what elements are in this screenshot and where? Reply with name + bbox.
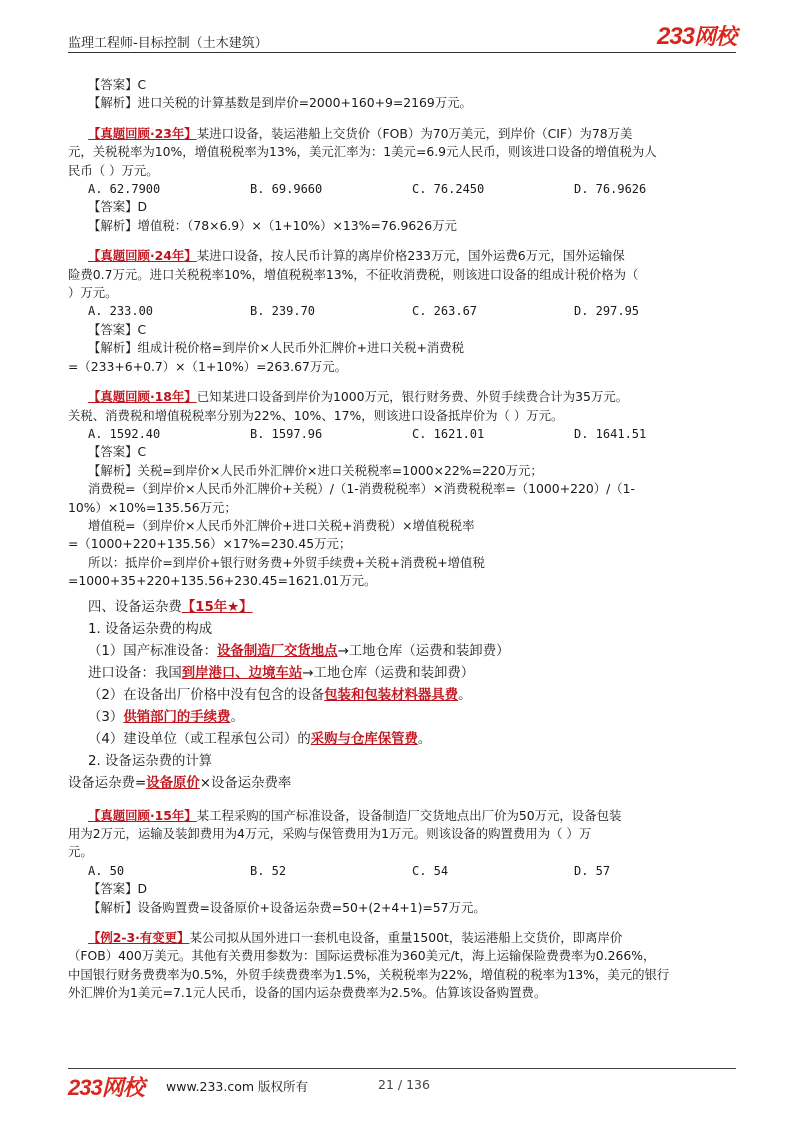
analysis-line: 增值税=（到岸价×人民币外汇牌价+进口关税+消费税）×增值税税率 [88, 517, 475, 533]
logo-number: 233 [656, 23, 694, 50]
analysis-line: 【解析】进口关税的计算基数是到岸价=2000+160+9=2169万元。 [88, 95, 472, 111]
option-c: C. 263.67 [412, 304, 478, 319]
options-row [68, 862, 738, 880]
question-tag: 【真题回顾·18年】 [88, 389, 197, 405]
option-b: B. 239.70 [250, 304, 316, 319]
answer-line: 【答案】C [88, 321, 147, 337]
page-footer [68, 1068, 736, 1100]
list-item [68, 685, 738, 707]
analysis-line: 【解析】增值税：（78×6.9）×（1+10%）×13%=76.9626万元 [88, 217, 457, 233]
logo-text: 网校 [101, 1075, 144, 1100]
stem-text: ）万元。 [68, 285, 118, 301]
analysis-line: =1000+35+220+135.56+230.45=1621.01万元。 [68, 573, 377, 589]
stem-text: 某公司拟从国外进口一套机电设备，重量1500t，装运港船上交货价，即离岸价 [189, 930, 623, 945]
highlight: 包装和包装材料器具费 [324, 687, 459, 703]
list-item [68, 663, 738, 685]
text: 。 [230, 709, 244, 725]
highlight: 设备制造厂交货地点 [217, 643, 338, 659]
stem-text: 关税、消费税和增值税税率分别为22%、10%、17%，则该进口设备抵岸价为（ ）万元。 [68, 407, 564, 423]
page-header [68, 23, 736, 53]
option-a: A. 233.00 [88, 304, 154, 319]
option-a: A. 50 [88, 863, 125, 878]
stem-text: 用为2万元，运输及装卸费用为4万元，采购与保管费用为1万元。则该设备的购置费用为（ ）万 [68, 825, 592, 841]
footer-logo[interactable] [68, 1071, 144, 1102]
option-c: C. 54 [412, 863, 449, 878]
option-d: D. 297.95 [574, 304, 640, 319]
section-title [68, 597, 738, 619]
highlight: 设备原价 [146, 775, 200, 791]
answer-line: 【答案】D [88, 881, 148, 897]
answer-line: 【答案】C [88, 444, 147, 460]
list-item [68, 641, 738, 663]
document-body [68, 76, 738, 1003]
subsection-title: 2. 设备运杂费的计算 [88, 753, 213, 769]
options-row [68, 425, 738, 443]
option-d: D. 57 [574, 863, 611, 878]
text: （4）建设单位（或工程承包公司）的 [88, 731, 311, 747]
text: 。 [458, 687, 472, 703]
text: 。 [417, 731, 432, 747]
stem-text: 险费0.7万元。进口关税税率10%，增值税税率13%，不征收消费税，则该进口设备的组成计税价格为（ [68, 266, 639, 282]
section-tag: 【15年★】 [181, 599, 253, 615]
analysis-line: =（233+6+0.7）×（1+10%）=263.67万元。 [68, 358, 348, 374]
text: （2）在设备出厂价格中没有包含的设备 [88, 687, 325, 703]
question-stem [68, 807, 738, 825]
stem-text: 元。 [68, 844, 93, 860]
stem-text: （FOB）400万美元。其他有关费用参数为：国际运费标准为360美元/t，海上运输保险费费率为0.266%， [68, 948, 656, 964]
answer-line: 【答案】D [88, 199, 148, 215]
section-equipment-freight [68, 597, 738, 795]
highlight: 到岸港口、边境车站 [181, 665, 303, 681]
text: →工地仓库（运费和装卸费） [337, 643, 510, 659]
text: →工地仓库（运费和装卸费） [302, 665, 475, 681]
analysis-line: =（1000+220+135.56）×17%=230.45万元； [68, 536, 352, 552]
stem-text: 外汇牌价为1美元=7.1元人民币，设备的国内运杂费费率为2.5%。估算该设备购置费。 [68, 985, 547, 1001]
options-row [68, 302, 738, 320]
question-tag: 【真题回顾·24年】 [88, 248, 197, 264]
header-title: 监理工程师-目标控制（土木建筑） [68, 36, 268, 51]
analysis-line: 【解析】设备购置费=设备原价+设备运杂费=50+(2+4+1)=57万元。 [88, 899, 486, 915]
option-b: B. 69.9660 [250, 182, 323, 197]
option-b: B. 52 [250, 863, 287, 878]
question-stem [68, 388, 738, 406]
subsection-title: 1. 设备运杂费的构成 [88, 621, 213, 637]
analysis-line: 消费税=（到岸价×人民币外汇牌价+关税）/（1-消费税税率）×消费税税率=（1000+220）/（1- [88, 481, 636, 497]
question-tag: 【真题回顾·15年】 [88, 807, 197, 823]
question-tag: 【例2-3·有变更】 [88, 930, 190, 945]
logo-number: 233 [68, 1075, 102, 1100]
option-a: A. 1592.40 [88, 426, 161, 441]
highlight: 供销部门的手续费 [123, 709, 231, 725]
option-a: A. 62.7900 [88, 182, 161, 197]
analysis-line: 【解析】关税=到岸价×人民币外汇牌价×进口关税税率=1000×22%=220万元； [88, 462, 543, 478]
text: 设备运杂费= [68, 775, 147, 791]
section-title-text: 四、设备运杂费 [88, 599, 182, 615]
stem-text: 某进口设备，装运港船上交货价（FOB）为70万美元，到岸价（CIF）为78万美 [196, 125, 633, 141]
options-row [68, 180, 738, 198]
stem-text: 民币（ ）万元。 [68, 162, 159, 178]
page-number: 21 / 136 [378, 1077, 430, 1092]
formula [68, 773, 738, 795]
logo-text: 网校 [693, 24, 736, 49]
text: 进口设备：我国 [88, 665, 182, 681]
question-stem [68, 247, 738, 265]
stem-text: 元，关税税率为10%，增值税税率为13%，美元汇率为：1美元=6.9元人民币，则该进口设备的增值税为人 [68, 144, 657, 160]
text: （3） [88, 709, 124, 725]
option-d: D. 76.9626 [574, 182, 647, 197]
stem-text: 某工程采购的国产标准设备，设备制造厂交货地点出厂价为50万元，设备包装 [196, 807, 622, 823]
highlight: 采购与仓库保管费 [310, 731, 418, 747]
analysis-line: 【解析】组成计税价格=到岸价×人民币外汇牌价+进口关税+消费税 [88, 340, 465, 356]
option-d: D. 1641.51 [574, 426, 647, 441]
stem-text: 已知某进口设备到岸价为1000万元，银行财务费、外贸手续费合计为35万元。 [196, 389, 629, 405]
option-b: B. 1597.96 [250, 426, 323, 441]
stem-text: 某进口设备，按人民币计算的离岸价格233万元，国外运费6万元，国外运输保 [196, 248, 625, 264]
stem-text: 中国银行财务费费率为0.5%，外贸手续费费率为1.5%，关税税率为22%，增值税的税率为13%，美元的银行 [68, 966, 670, 982]
analysis-line: 所以：抵岸价=到岸价+银行财务费+外贸手续费+关税+消费税+增值税 [88, 554, 485, 570]
question-tag: 【真题回顾·23年】 [88, 125, 197, 141]
answer-line: 【答案】C [88, 77, 147, 92]
text: （1）国产标准设备： [88, 643, 218, 659]
brand-logo[interactable] [657, 20, 736, 51]
option-c: C. 76.2450 [412, 182, 485, 197]
option-c: C. 1621.01 [412, 426, 485, 441]
question-stem [68, 929, 738, 947]
text: ×设备运杂费率 [199, 775, 292, 791]
question-stem [68, 125, 738, 143]
list-item [68, 707, 738, 729]
list-item [68, 729, 738, 751]
analysis-line: 10%）×10%=135.56万元； [68, 499, 237, 515]
copyright: www.233.com 版权所有 [166, 1079, 308, 1094]
